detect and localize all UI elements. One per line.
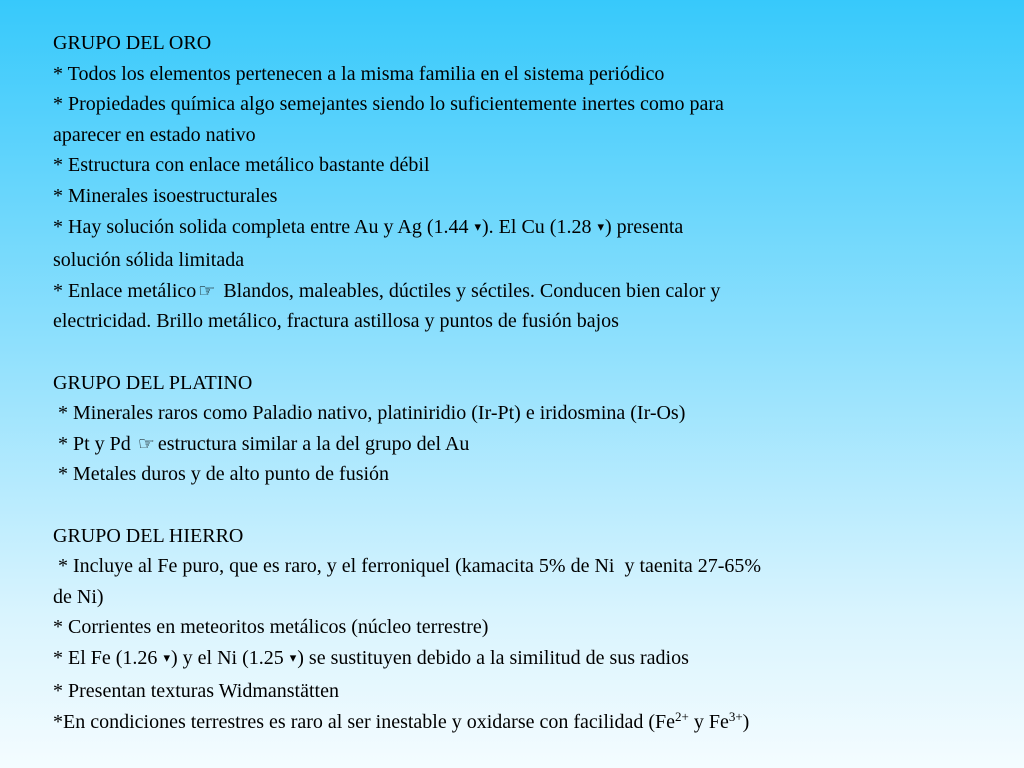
hierro-bullet-5-text-c: ) (742, 711, 750, 734)
slide-content (53, 28, 973, 738)
section-spacer (53, 490, 973, 521)
oro-bullet-4: * Minerales isoestructurales (53, 184, 278, 207)
oro-bullet-6-text-a: * Enlace metálico (53, 279, 197, 302)
oro-bullet-5-cont: solución sólida limitada (53, 249, 245, 272)
hierro-bullet-5 (53, 707, 973, 738)
angstrom-symbol-icon: ▾ (163, 650, 170, 666)
oro-bullet-1: * Todos los elementos pertenecen a la misma familia en el sistema periódico (53, 62, 665, 85)
pointing-hand-icon: ☞ (137, 432, 155, 455)
section-title-oro: GRUPO DEL ORO (53, 32, 212, 54)
hierro-bullet-5-text-b: y Fe (688, 711, 729, 734)
platino-bullet-2-text-b: estructura similar a la del grupo del Au (157, 432, 470, 455)
oro-bullet-6-cont: electricidad. Brillo metálico, fractura astillosa y puntos de fusión bajos (53, 310, 619, 333)
oro-bullet-6-text-b: Blandos, maleables, dúctiles y séctiles. Conducen bien calor y (218, 279, 721, 302)
oro-bullet-2-cont: aparecer en estado nativo (53, 123, 256, 146)
section-title-hierro: GRUPO DEL HIERRO (53, 524, 244, 547)
platino-bullet-2 (53, 429, 973, 460)
platino-bullet-3: * Metales duros y de alto punto de fusión (53, 463, 390, 486)
fe-2-charge: 2+ (674, 709, 689, 725)
oro-bullet-3: * Estructura con enlace metálico bastante débil (53, 154, 430, 177)
platino-bullet-2-text-a: * Pt y Pd (53, 432, 131, 455)
oro-bullet-6 (53, 276, 973, 307)
angstrom-symbol-icon: ▾ (474, 219, 482, 235)
hierro-bullet-3-text-a: * El Fe (1.26 (53, 646, 158, 669)
fe-3-charge: 3+ (728, 709, 743, 725)
section-spacer (53, 337, 973, 368)
hierro-bullet-3 (53, 643, 973, 677)
oro-bullet-5-text-b: ). El Cu (1.28 (482, 215, 592, 238)
hierro-bullet-2: * Corrientes en meteoritos metálicos (núcleo terrestre) (53, 616, 489, 639)
pointing-hand-icon: ☞ (198, 279, 216, 302)
hierro-bullet-1-cont: de Ni) (53, 585, 104, 608)
platino-bullet-1: * Minerales raros como Paladio nativo, platiniridio (Ir-Pt) e iridosmina (Ir-Os) (53, 402, 686, 425)
angstrom-symbol-icon: ▾ (289, 650, 297, 666)
hierro-bullet-1: * Incluye al Fe puro, que es raro, y el ferroniquel (kamacita 5% de Ni y taenita 27-65% (53, 555, 762, 578)
angstrom-symbol-icon: ▾ (597, 219, 604, 235)
hierro-bullet-3-text-b: ) y el Ni (1.25 (170, 646, 284, 669)
oro-bullet-5 (53, 212, 973, 246)
hierro-bullet-5-text-a: *En condiciones terrestres es raro al ser inestable y oxidarse con facilidad (Fe (53, 711, 675, 734)
oro-bullet-5-text-c: ) presenta (604, 215, 684, 238)
oro-bullet-5-text-a: * Hay solución solida completa entre Au y Ag (1.44 (53, 215, 469, 238)
hierro-bullet-3-text-c: ) se sustituyen debido a la similitud de sus radios (297, 646, 689, 669)
oro-bullet-2: * Propiedades química algo semejantes siendo lo suficientemente inertes como para (53, 93, 724, 116)
section-title-platino: GRUPO DEL PLATINO (53, 371, 253, 394)
hierro-bullet-4: * Presentan texturas Widmanstätten (53, 680, 339, 703)
